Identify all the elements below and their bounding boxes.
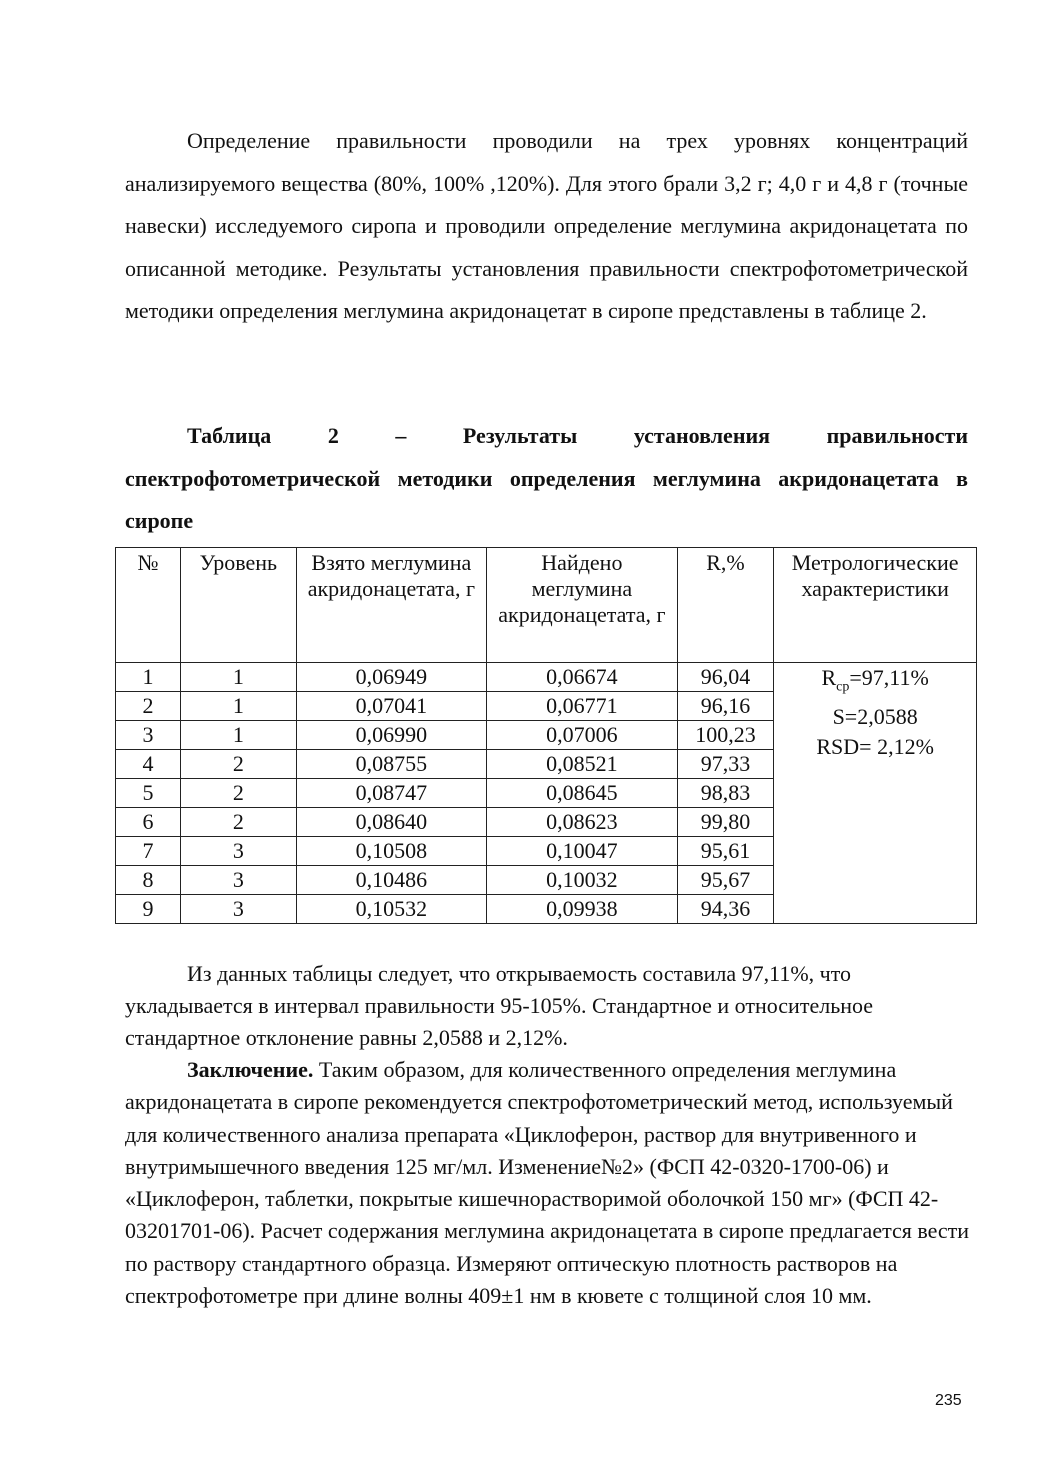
- cell-level: 1: [181, 692, 297, 721]
- cell-taken: 0,10486: [296, 866, 487, 895]
- cell-found: 0,08645: [487, 779, 678, 808]
- intro-paragraph: Определение правильности проводили на трех уровнях концентраций анализируемого вещества (80%, 100% ,120%). Для этого брали 3,2 г; 4,0 г и 4,8 г (точные навески) исследуемого сиропа и проводили определение меглумина акридонацетата по описанной методике. Результаты установления правильности спектрофотометрической методики определения меглумина акридонацетат в сиропе представлены в таблице 2.: [125, 128, 968, 323]
- header-num: №: [116, 548, 181, 663]
- mean-recovery-subscript: ср: [836, 679, 850, 695]
- mean-recovery-symbol: R: [821, 665, 837, 690]
- cell-num: 5: [116, 779, 181, 808]
- cell-found: 0,08521: [487, 750, 678, 779]
- cell-level: 2: [181, 750, 297, 779]
- conclusion-text: Таким образом, для количественного определения меглумина акридонацетата в сиропе рекомендуется спектрофотометрический метод, используемый для количественного анализа препарата «Циклоферон, раствор для внутривенного и внутримышечного введения 125 мг/мл. Изменение№2» (ФСП 42-0320-1700-06) и «Циклоферон, таблетки, покрытые кишечнорастворимой оболочкой 150 мг» (ФСП 42-03201701-06). Расчет содержания меглумина акридонацетата в сиропе предлагается вести по раствору стандартного образца. Измеряют оптическую плотность растворов на спектрофотометре при длине волны 409±1 нм в кювете с толщиной слоя 10 мм.: [125, 1057, 970, 1309]
- cell-level: 1: [181, 663, 297, 692]
- table-row: [116, 663, 977, 692]
- cell-level: 3: [181, 895, 297, 924]
- cell-r: 96,16: [677, 692, 774, 721]
- cell-r: 100,23: [677, 721, 774, 750]
- cell-num: 7: [116, 837, 181, 866]
- cell-r: 97,33: [677, 750, 774, 779]
- cell-taken: 0,08640: [296, 808, 487, 837]
- cell-found: 0,10032: [487, 866, 678, 895]
- cell-found: 0,06771: [487, 692, 678, 721]
- cell-found: 0,10047: [487, 837, 678, 866]
- cell-r: 94,36: [677, 895, 774, 924]
- metrology-cell: [774, 663, 977, 924]
- relative-std-deviation: RSD= 2,12%: [816, 734, 934, 760]
- cell-level: 2: [181, 779, 297, 808]
- cell-taken: 0,06949: [296, 663, 487, 692]
- cell-taken: 0,08755: [296, 750, 487, 779]
- cell-level: 3: [181, 866, 297, 895]
- cell-found: 0,07006: [487, 721, 678, 750]
- mean-recovery-value: =97,11%: [849, 665, 929, 690]
- cell-r: 99,80: [677, 808, 774, 837]
- cell-found: 0,06674: [487, 663, 678, 692]
- results-paragraph: [125, 958, 975, 1054]
- header-r: R,%: [677, 548, 774, 663]
- header-metrology: Метрологические характеристики: [774, 548, 977, 663]
- cell-num: 9: [116, 895, 181, 924]
- cell-num: 2: [116, 692, 181, 721]
- mean-recovery: [776, 663, 974, 702]
- conclusion-paragraph: [125, 1054, 975, 1312]
- cell-taken: 0,10532: [296, 895, 487, 924]
- cell-level: 1: [181, 721, 297, 750]
- page-number: 235: [935, 1392, 962, 1409]
- cell-num: 4: [116, 750, 181, 779]
- cell-found: 0,09938: [487, 895, 678, 924]
- cell-taken: 0,07041: [296, 692, 487, 721]
- header-found: Найдено меглумина акридонацетата, г: [487, 548, 678, 663]
- cell-r: 98,83: [677, 779, 774, 808]
- cell-num: 3: [116, 721, 181, 750]
- cell-r: 95,67: [677, 866, 774, 895]
- table-caption: Таблица 2 – Результаты установления правильности спектрофотометрической методики определения меглумина акридонацетата в сиропе: [125, 423, 968, 533]
- results-table: [115, 547, 977, 924]
- conclusion-label: Заключение.: [187, 1057, 314, 1082]
- cell-taken: 0,06990: [296, 721, 487, 750]
- cell-taken: 0,08747: [296, 779, 487, 808]
- cell-r: 96,04: [677, 663, 774, 692]
- results-paragraph-text: Из данных таблицы следует, что открываемость составила 97,11%, что укладывается в интервал правильности 95-105%. Стандартное и относительное стандартное отклонение равны 2,0588 и 2,12%.: [125, 961, 874, 1050]
- cell-num: 1: [116, 663, 181, 692]
- std-deviation: S=2,0588: [832, 704, 918, 730]
- cell-num: 8: [116, 866, 181, 895]
- cell-num: 6: [116, 808, 181, 837]
- cell-taken: 0,10508: [296, 837, 487, 866]
- cell-r: 95,61: [677, 837, 774, 866]
- header-level: Уровень: [181, 548, 297, 663]
- header-taken: Взято меглумина акридонацетата, г: [296, 548, 487, 663]
- table-header-row: [116, 548, 977, 663]
- cell-level: 3: [181, 837, 297, 866]
- cell-level: 2: [181, 808, 297, 837]
- cell-found: 0,08623: [487, 808, 678, 837]
